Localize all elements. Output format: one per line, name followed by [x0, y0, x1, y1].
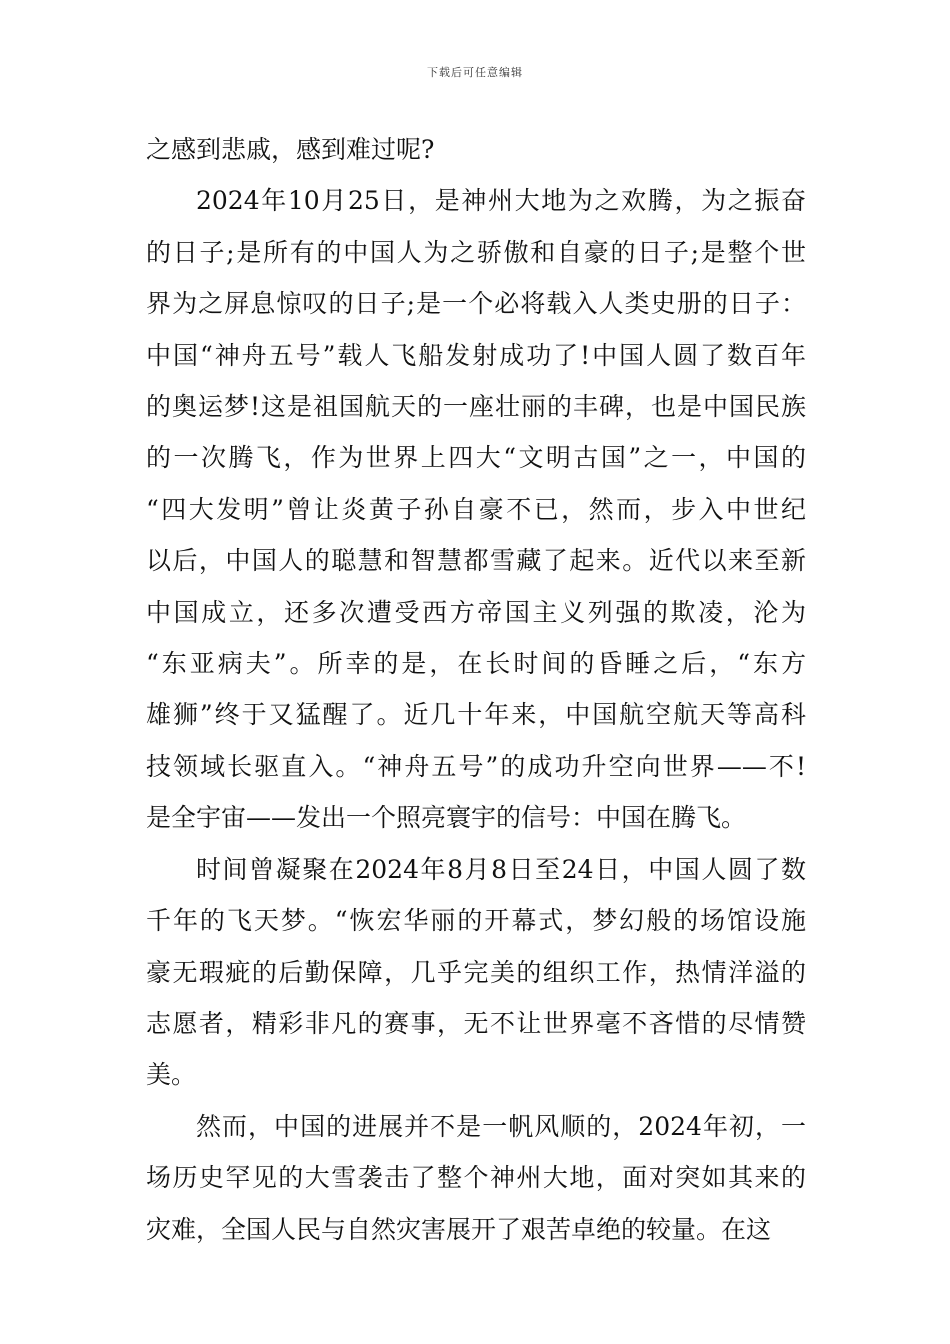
text-line: 之感到悲戚，感到难过呢? [146, 135, 435, 164]
text-line: 的一次腾飞，作为世界上四大“文明古国”之一，中国的 [146, 443, 806, 473]
text-line: 灾难，全国人民与自然灾害展开了艰苦卓绝的较量。在这 [146, 1214, 772, 1244]
document-body [146, 124, 806, 1255]
text-line: 美。 [146, 1060, 197, 1090]
text-line: 志愿者，精彩非凡的赛事，无不让世界毫不吝惜的尽情赞 [146, 1008, 806, 1038]
text-line: 2024年10月25日，是神州大地为之欢腾，为之振奋 [196, 186, 806, 216]
text-line: 然而，中国的进展并不是一帆风顺的，2024年初，一 [196, 1111, 806, 1141]
text-line: 界为之屏息惊叹的日子;是一个必将载入人类史册的日子： [146, 289, 806, 319]
text-line: 中国“神舟五号”载人飞船发射成功了!中国人圆了数百年 [146, 340, 806, 370]
text-line: “四大发明”曾让炎黄子孙自豪不已，然而，步入中世纪 [146, 494, 806, 524]
text-line: 以后，中国人的聪慧和智慧都雪藏了起来。近代以来至新 [146, 546, 806, 576]
text-line: 豪无瑕疵的后勤保障，几乎完美的组织工作，热情洋溢的 [146, 957, 806, 987]
text-line: 千年的飞天梦。“恢宏华丽的开幕式，梦幻般的场馆设施 [146, 906, 806, 936]
text-line: 的奥运梦!这是祖国航天的一座壮丽的丰碑，也是中国民族 [146, 392, 806, 422]
text-line: 的日子;是所有的中国人为之骄傲和自豪的日子;是整个世 [146, 237, 806, 267]
text-line: 是全宇宙——发出一个照亮寰宇的信号：中国在腾飞。 [146, 803, 747, 833]
text-line: 场历史罕见的大雪袭击了整个神州大地，面对突如其来的 [146, 1163, 806, 1193]
paragraph [146, 175, 806, 843]
paragraph [146, 124, 806, 175]
header-note: 下载后可任意编辑 [427, 66, 523, 79]
paragraph [146, 1101, 806, 1255]
text-line: 中国成立，还多次遭受西方帝国主义列强的欺凌，沦为 [146, 597, 806, 627]
text-line: “东亚病夫”。所幸的是，在长时间的昏睡之后，“东方 [146, 649, 806, 679]
text-line: 时间曾凝聚在2024年8月8日至24日，中国人圆了数 [196, 854, 806, 884]
text-line: 技领域长驱直入。“神舟五号”的成功升空向世界——不! [146, 751, 806, 781]
paragraph [146, 844, 806, 1101]
text-line: 雄狮”终于又猛醒了。近几十年来，中国航空航天等高科 [146, 700, 806, 730]
